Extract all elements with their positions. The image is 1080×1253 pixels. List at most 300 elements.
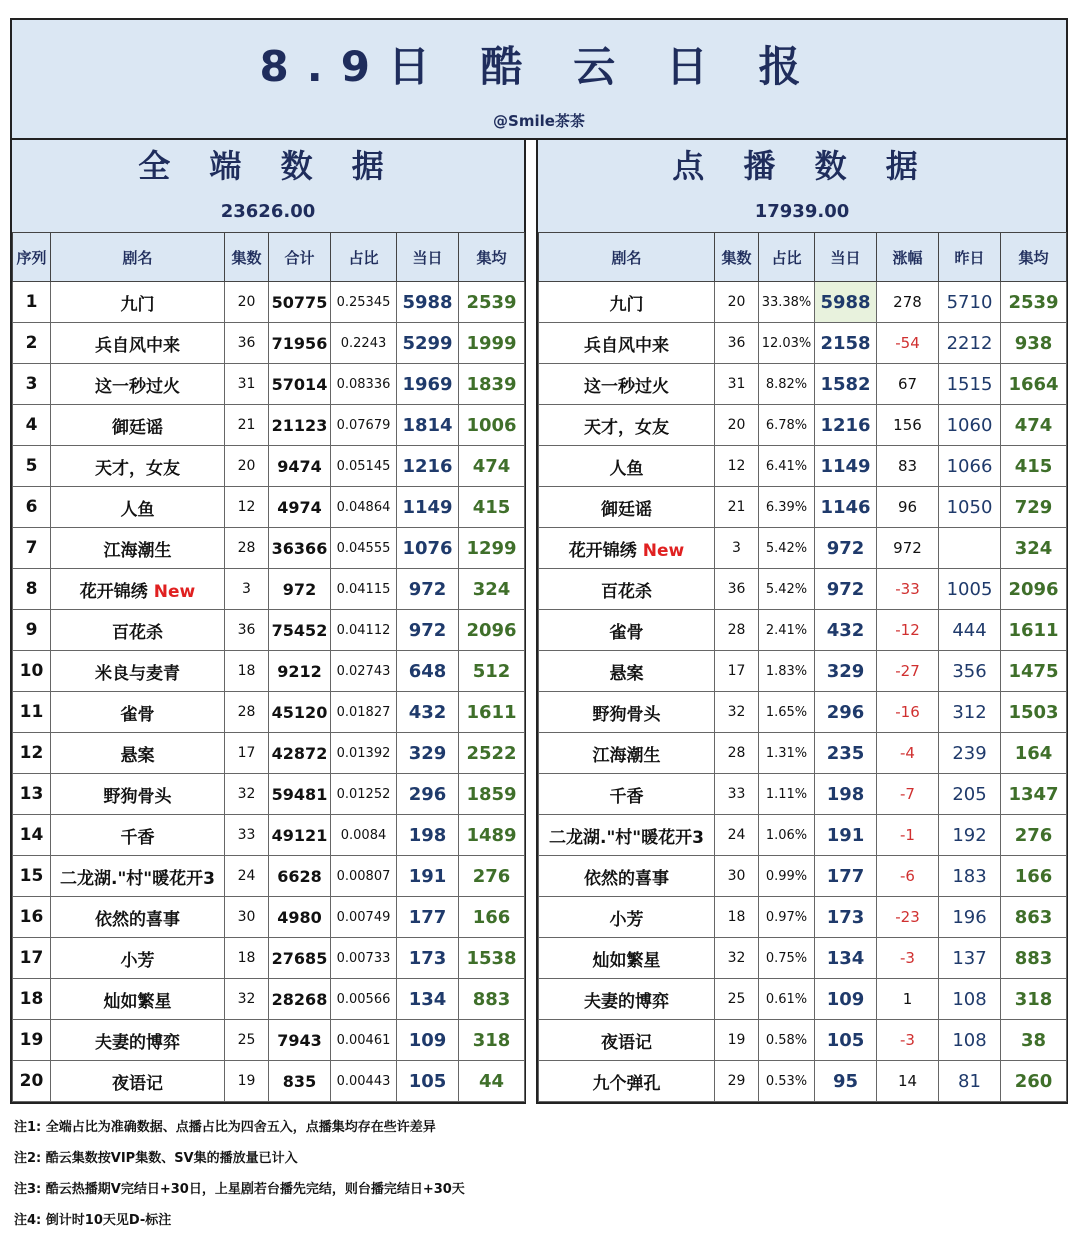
drama-name: 这一秒过火: [584, 376, 669, 397]
rank-cell: 15: [13, 856, 51, 897]
today-cell: 5988: [397, 282, 459, 323]
share-cell: 0.07679: [331, 405, 397, 446]
today-cell: 177: [815, 856, 877, 897]
drama-name: 二龙湖."村"暖花开3: [59, 868, 215, 889]
rank-cell: 19: [13, 1020, 51, 1061]
column-header: 合计: [269, 233, 331, 282]
table-row: [13, 610, 525, 651]
drama-name-cell: [539, 1020, 715, 1061]
drama-name: 夜语记: [112, 1073, 163, 1094]
table-row: [13, 692, 525, 733]
share-cell: 0.00443: [331, 1061, 397, 1102]
today-cell: 2158: [815, 323, 877, 364]
episodes-cell: 33: [225, 815, 269, 856]
yesterday-cell: 137: [939, 938, 1001, 979]
yesterday-cell: 205: [939, 774, 1001, 815]
today-cell: 648: [397, 651, 459, 692]
change-cell: -3: [877, 938, 939, 979]
episodes-cell: 32: [225, 979, 269, 1020]
change-cell: 14: [877, 1061, 939, 1102]
share-cell: 0.04864: [331, 487, 397, 528]
total-cell: 59481: [269, 774, 331, 815]
share-cell: 0.08336: [331, 364, 397, 405]
share-cell: 0.00807: [331, 856, 397, 897]
table-row: [539, 446, 1067, 487]
avg-cell: 1475: [1001, 651, 1067, 692]
drama-name-cell: [539, 446, 715, 487]
today-cell: 191: [815, 815, 877, 856]
avg-cell: 2539: [1001, 282, 1067, 323]
share-cell: 1.31%: [759, 733, 815, 774]
all-platform-header-row: [13, 233, 525, 282]
episodes-cell: 33: [715, 774, 759, 815]
drama-name-cell: [51, 774, 225, 815]
change-cell: 278: [877, 282, 939, 323]
episodes-cell: 19: [715, 1020, 759, 1061]
avg-cell: 2096: [459, 610, 525, 651]
column-header: 集数: [715, 233, 759, 282]
drama-name-cell: [539, 651, 715, 692]
share-cell: 0.75%: [759, 938, 815, 979]
total-cell: 21123: [269, 405, 331, 446]
episodes-cell: 36: [715, 323, 759, 364]
rank-cell: 11: [13, 692, 51, 733]
today-cell: 134: [815, 938, 877, 979]
yesterday-cell: 1060: [939, 405, 1001, 446]
column-header: 当日: [397, 233, 459, 282]
avg-cell: 1859: [459, 774, 525, 815]
today-cell: 177: [397, 897, 459, 938]
episodes-cell: 18: [225, 651, 269, 692]
drama-name: 野狗骨头: [592, 704, 661, 725]
note-line: 注2: 酷云集数按VIP集数、SV集的播放量已计入: [14, 1151, 298, 1166]
drama-name: 这一秒过火: [95, 376, 180, 397]
drama-name-cell: [539, 528, 715, 569]
column-header: 昨日: [939, 233, 1001, 282]
column-header: 剧名: [51, 233, 225, 282]
share-cell: 6.39%: [759, 487, 815, 528]
share-cell: 6.41%: [759, 446, 815, 487]
rank-cell: 10: [13, 651, 51, 692]
change-cell: 1: [877, 979, 939, 1020]
avg-cell: 2539: [459, 282, 525, 323]
drama-name-cell: [539, 569, 715, 610]
change-cell: -27: [877, 651, 939, 692]
avg-cell: 512: [459, 651, 525, 692]
avg-cell: 1839: [459, 364, 525, 405]
share-cell: 0.00461: [331, 1020, 397, 1061]
table-row: [539, 364, 1067, 405]
drama-name-cell: [51, 405, 225, 446]
today-cell: 1216: [815, 405, 877, 446]
today-cell: 5299: [397, 323, 459, 364]
table-row: [13, 856, 525, 897]
total-cell: 42872: [269, 733, 331, 774]
rank-cell: 12: [13, 733, 51, 774]
rank-cell: 5: [13, 446, 51, 487]
all-platform-table: [12, 232, 525, 1102]
table-row: [13, 282, 525, 323]
share-cell: 33.38%: [759, 282, 815, 323]
episodes-cell: 24: [225, 856, 269, 897]
drama-name: 花开锦绣: [79, 581, 148, 602]
episodes-cell: 19: [225, 1061, 269, 1102]
avg-cell: 883: [1001, 938, 1067, 979]
drama-name: 灿如繁星: [103, 991, 172, 1012]
change-cell: -33: [877, 569, 939, 610]
rank-cell: 6: [13, 487, 51, 528]
drama-name-cell: [51, 1020, 225, 1061]
drama-name: 人鱼: [609, 458, 644, 479]
drama-name-cell: [51, 938, 225, 979]
table-row: [13, 979, 525, 1020]
drama-name-cell: [539, 774, 715, 815]
new-badge: New: [153, 581, 196, 602]
today-cell: 972: [397, 569, 459, 610]
table-row: [539, 938, 1067, 979]
column-header: 占比: [331, 233, 397, 282]
all-platform-title: 全 端 数 据: [138, 147, 398, 185]
table-row: [539, 692, 1067, 733]
change-cell: -6: [877, 856, 939, 897]
drama-name-cell: [51, 733, 225, 774]
table-row: [13, 405, 525, 446]
table-row: [539, 815, 1067, 856]
drama-name: 百花杀: [601, 581, 652, 602]
drama-name-cell: [51, 446, 225, 487]
today-cell: 173: [397, 938, 459, 979]
episodes-cell: 20: [715, 405, 759, 446]
share-cell: 0.01827: [331, 692, 397, 733]
today-cell: 1146: [815, 487, 877, 528]
share-cell: 1.83%: [759, 651, 815, 692]
avg-cell: 166: [459, 897, 525, 938]
episodes-cell: 3: [715, 528, 759, 569]
drama-name: 人鱼: [120, 499, 155, 520]
avg-cell: 729: [1001, 487, 1067, 528]
episodes-cell: 12: [225, 487, 269, 528]
drama-name: 小芳: [120, 950, 155, 971]
avg-cell: 938: [1001, 323, 1067, 364]
yesterday-cell: 239: [939, 733, 1001, 774]
today-cell: 173: [815, 897, 877, 938]
today-cell: 235: [815, 733, 877, 774]
drama-name: 小芳: [609, 909, 644, 930]
episodes-cell: 30: [225, 897, 269, 938]
avg-cell: 166: [1001, 856, 1067, 897]
share-cell: 0.2243: [331, 323, 397, 364]
note-line: 注1: 全端占比为准确数据、点播占比为四舍五入，点播集均存在些许差异: [14, 1120, 436, 1135]
column-header: 涨幅: [877, 233, 939, 282]
note-line: 注3: 酷云热播期V完结日+30日，上星剧若台播先完结，则台播完结日+30天: [14, 1182, 465, 1197]
episodes-cell: 20: [225, 282, 269, 323]
yesterday-cell: 183: [939, 856, 1001, 897]
avg-cell: 474: [1001, 405, 1067, 446]
avg-cell: 324: [1001, 528, 1067, 569]
yesterday-cell: 1066: [939, 446, 1001, 487]
share-cell: 0.04115: [331, 569, 397, 610]
drama-name-cell: [539, 323, 715, 364]
episodes-cell: 32: [715, 692, 759, 733]
today-cell: 1582: [815, 364, 877, 405]
share-cell: 0.00733: [331, 938, 397, 979]
table-row: [13, 651, 525, 692]
drama-name: 雀骨: [120, 704, 155, 725]
today-cell: 1076: [397, 528, 459, 569]
share-cell: 0.04112: [331, 610, 397, 651]
column-header: 当日: [815, 233, 877, 282]
report-title: 8.9日 酷 云 日 报: [259, 42, 819, 91]
drama-name-cell: [539, 897, 715, 938]
today-cell: 198: [815, 774, 877, 815]
episodes-cell: 36: [715, 569, 759, 610]
drama-name-cell: [51, 979, 225, 1020]
episodes-cell: 17: [715, 651, 759, 692]
today-cell: 1969: [397, 364, 459, 405]
avg-cell: 276: [1001, 815, 1067, 856]
share-cell: 0.01392: [331, 733, 397, 774]
yesterday-cell: 81: [939, 1061, 1001, 1102]
drama-name-cell: [539, 733, 715, 774]
drama-name: 御廷谣: [601, 499, 652, 520]
avg-cell: 38: [1001, 1020, 1067, 1061]
today-cell: 1216: [397, 446, 459, 487]
new-badge: New: [642, 540, 685, 561]
today-cell: 105: [397, 1061, 459, 1102]
avg-cell: 324: [459, 569, 525, 610]
share-cell: 2.41%: [759, 610, 815, 651]
avg-cell: 474: [459, 446, 525, 487]
episodes-cell: 29: [715, 1061, 759, 1102]
episodes-cell: 30: [715, 856, 759, 897]
share-cell: 0.58%: [759, 1020, 815, 1061]
drama-name-cell: [539, 1061, 715, 1102]
share-cell: 0.01252: [331, 774, 397, 815]
total-cell: 50775: [269, 282, 331, 323]
share-cell: 0.97%: [759, 897, 815, 938]
total-cell: 75452: [269, 610, 331, 651]
share-cell: 12.03%: [759, 323, 815, 364]
table-row: [13, 1061, 525, 1102]
episodes-cell: 36: [225, 610, 269, 651]
avg-cell: 260: [1001, 1061, 1067, 1102]
rank-cell: 18: [13, 979, 51, 1020]
drama-name-cell: [51, 692, 225, 733]
episodes-cell: 20: [715, 282, 759, 323]
drama-name-cell: [51, 856, 225, 897]
vod-header-row: [539, 233, 1067, 282]
table-row: [539, 323, 1067, 364]
table-row: [13, 938, 525, 979]
change-cell: 156: [877, 405, 939, 446]
rank-cell: 13: [13, 774, 51, 815]
episodes-cell: 3: [225, 569, 269, 610]
change-cell: 67: [877, 364, 939, 405]
table-row: [539, 610, 1067, 651]
change-cell: -4: [877, 733, 939, 774]
episodes-cell: 31: [225, 364, 269, 405]
avg-cell: 863: [1001, 897, 1067, 938]
avg-cell: 1999: [459, 323, 525, 364]
table-row: [13, 774, 525, 815]
today-cell: 1814: [397, 405, 459, 446]
change-cell: 96: [877, 487, 939, 528]
change-cell: 972: [877, 528, 939, 569]
drama-name-cell: [51, 528, 225, 569]
avg-cell: 44: [459, 1061, 525, 1102]
avg-cell: 415: [1001, 446, 1067, 487]
drama-name-cell: [51, 323, 225, 364]
table-row: [539, 1020, 1067, 1061]
episodes-cell: 20: [225, 446, 269, 487]
episodes-cell: 18: [715, 897, 759, 938]
share-cell: 0.53%: [759, 1061, 815, 1102]
drama-name-cell: [539, 282, 715, 323]
table-row: [13, 528, 525, 569]
drama-name: 天才，女友: [95, 458, 180, 479]
drama-name: 灿如繁星: [592, 950, 661, 971]
drama-name: 九门: [120, 294, 155, 315]
all-platform-panel: [10, 140, 526, 1104]
avg-cell: 1611: [459, 692, 525, 733]
drama-name-cell: [539, 487, 715, 528]
total-cell: 45120: [269, 692, 331, 733]
avg-cell: 164: [1001, 733, 1067, 774]
yesterday-cell: 1050: [939, 487, 1001, 528]
table-row: [13, 733, 525, 774]
column-header: 集数: [225, 233, 269, 282]
share-cell: 6.78%: [759, 405, 815, 446]
total-cell: 36366: [269, 528, 331, 569]
drama-name-cell: [51, 651, 225, 692]
drama-name: 天才，女友: [584, 417, 669, 438]
total-cell: 28268: [269, 979, 331, 1020]
note-line: 注4: 倒计时10天见D-标注: [14, 1213, 172, 1228]
today-cell: 1149: [397, 487, 459, 528]
today-cell: 432: [397, 692, 459, 733]
drama-name-cell: [539, 856, 715, 897]
yesterday-cell: 444: [939, 610, 1001, 651]
yesterday-cell: 2212: [939, 323, 1001, 364]
yesterday-cell: 108: [939, 1020, 1001, 1061]
change-cell: -16: [877, 692, 939, 733]
drama-name-cell: [51, 1061, 225, 1102]
yesterday-cell: 192: [939, 815, 1001, 856]
total-cell: 972: [269, 569, 331, 610]
share-cell: 0.02743: [331, 651, 397, 692]
rank-cell: 14: [13, 815, 51, 856]
episodes-cell: 24: [715, 815, 759, 856]
table-row: [539, 405, 1067, 446]
drama-name-cell: [539, 815, 715, 856]
share-cell: 5.42%: [759, 528, 815, 569]
today-cell: 191: [397, 856, 459, 897]
total-cell: 835: [269, 1061, 331, 1102]
share-cell: 0.05145: [331, 446, 397, 487]
share-cell: 0.0084: [331, 815, 397, 856]
vod-title: 点 播 数 据: [672, 147, 932, 185]
change-cell: -23: [877, 897, 939, 938]
table-row: [539, 774, 1067, 815]
total-cell: 9212: [269, 651, 331, 692]
avg-cell: 1347: [1001, 774, 1067, 815]
rank-cell: 8: [13, 569, 51, 610]
table-row: [13, 446, 525, 487]
share-cell: 1.11%: [759, 774, 815, 815]
yesterday-cell: 5710: [939, 282, 1001, 323]
avg-cell: 318: [1001, 979, 1067, 1020]
table-row: [13, 569, 525, 610]
change-cell: -7: [877, 774, 939, 815]
avg-cell: 2522: [459, 733, 525, 774]
drama-name: 悬案: [609, 663, 644, 684]
all-platform-total: 23626.00: [220, 201, 316, 222]
drama-name: 御廷谣: [112, 417, 163, 438]
today-cell: 296: [815, 692, 877, 733]
rank-cell: 17: [13, 938, 51, 979]
report-sheet: [10, 18, 1068, 1112]
avg-cell: 1664: [1001, 364, 1067, 405]
drama-name: 依然的喜事: [584, 868, 669, 889]
rank-cell: 16: [13, 897, 51, 938]
episodes-cell: 32: [715, 938, 759, 979]
table-row: [13, 364, 525, 405]
table-row: [13, 815, 525, 856]
yesterday-cell: 356: [939, 651, 1001, 692]
share-cell: 1.06%: [759, 815, 815, 856]
episodes-cell: 28: [225, 692, 269, 733]
table-row: [13, 1020, 525, 1061]
today-cell: 109: [397, 1020, 459, 1061]
avg-cell: 2096: [1001, 569, 1067, 610]
drama-name: 兵自风中来: [584, 335, 669, 356]
avg-cell: 1503: [1001, 692, 1067, 733]
panels: [10, 140, 1068, 1112]
share-cell: 0.61%: [759, 979, 815, 1020]
drama-name-cell: [51, 364, 225, 405]
rank-cell: 3: [13, 364, 51, 405]
total-cell: 4974: [269, 487, 331, 528]
episodes-cell: 25: [715, 979, 759, 1020]
drama-name-cell: [539, 692, 715, 733]
rank-cell: 20: [13, 1061, 51, 1102]
share-cell: 5.42%: [759, 569, 815, 610]
total-cell: 4980: [269, 897, 331, 938]
avg-cell: 1299: [459, 528, 525, 569]
rank-cell: 2: [13, 323, 51, 364]
avg-cell: 1489: [459, 815, 525, 856]
episodes-cell: 17: [225, 733, 269, 774]
episodes-cell: 18: [225, 938, 269, 979]
yesterday-cell: 1005: [939, 569, 1001, 610]
avg-cell: 276: [459, 856, 525, 897]
table-row: [539, 856, 1067, 897]
today-cell: 329: [397, 733, 459, 774]
table-row: [13, 323, 525, 364]
total-cell: 71956: [269, 323, 331, 364]
today-cell: 1149: [815, 446, 877, 487]
yesterday-cell: [939, 528, 1001, 569]
episodes-cell: 12: [715, 446, 759, 487]
drama-name-cell: [51, 815, 225, 856]
drama-name: 夫妻的博弈: [95, 1032, 180, 1053]
episodes-cell: 36: [225, 323, 269, 364]
change-cell: 83: [877, 446, 939, 487]
avg-cell: 1006: [459, 405, 525, 446]
notes: [14, 1112, 465, 1236]
share-cell: 0.00566: [331, 979, 397, 1020]
avg-cell: 883: [459, 979, 525, 1020]
